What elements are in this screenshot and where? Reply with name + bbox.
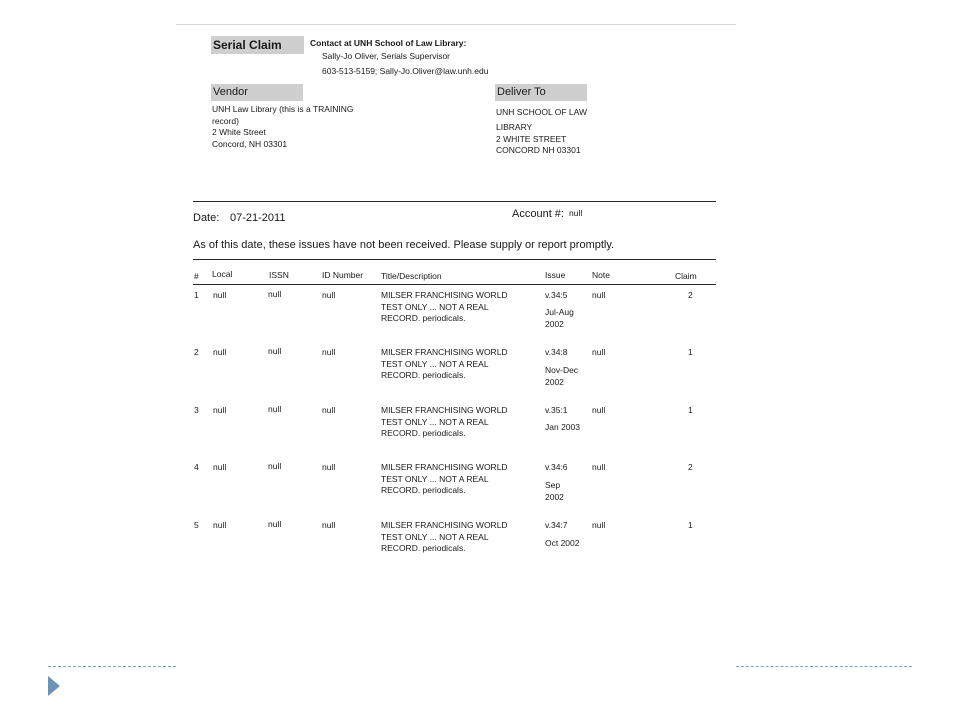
table-header-rule xyxy=(193,284,716,285)
deliver-to-line-1: UNH SCHOOL OF LAW xyxy=(496,107,587,117)
table-cell-issue-date: Sep 2002 xyxy=(545,480,564,502)
table-cell-issue: v.34:5 xyxy=(545,290,568,300)
table-cell-issue-date: Nov-Dec 2002 xyxy=(545,365,579,387)
table-cell-issue-date: Oct 2002 xyxy=(545,538,580,548)
col-header-claim: Claim xyxy=(675,271,697,281)
col-header-id: ID Number xyxy=(322,270,364,280)
col-header-number: # xyxy=(194,271,199,281)
table-cell-issue-date: Jan 2003 xyxy=(545,422,580,432)
vendor-line-1: UNH Law Library (this is a TRAINING xyxy=(212,104,354,114)
table-cell-issn: null xyxy=(268,519,282,529)
table-cell-claim: 2 xyxy=(688,290,693,300)
table-cell-claim: 1 xyxy=(688,347,693,357)
col-header-title: Title/Description xyxy=(381,271,442,281)
contact-phone-email: 603-513-5159; Sally-Jo.Oliver@law.unh.edu xyxy=(322,66,489,76)
table-cell-local: null xyxy=(213,405,227,415)
col-header-issn: ISSN xyxy=(269,270,289,280)
table-cell-title: MILSER FRANCHISING WORLD TEST ONLY ... NOT A REAL RECORD. periodicals. xyxy=(381,290,508,324)
table-cell-id: null xyxy=(322,520,336,530)
col-header-local: Local xyxy=(212,269,233,279)
table-cell-id: null xyxy=(322,405,336,415)
table-cell-claim: 1 xyxy=(688,520,693,530)
vendor-line-3: 2 White Street xyxy=(212,127,266,137)
table-cell-note: null xyxy=(592,462,606,472)
date-label: Date: xyxy=(193,212,220,224)
table-cell-note: null xyxy=(592,290,606,300)
table-cell-local: null xyxy=(213,462,227,472)
account-label: Account #: xyxy=(512,208,564,220)
table-cell-title: MILSER FRANCHISING WORLD TEST ONLY ... NOT A REAL RECORD. periodicals. xyxy=(381,347,508,381)
table-cell-number: 4 xyxy=(194,462,199,472)
contact-heading: Contact at UNH School of Law Library: xyxy=(310,38,467,48)
table-cell-issue: v.34:6 xyxy=(545,462,568,472)
table-cell-title: MILSER FRANCHISING WORLD TEST ONLY ... NOT A REAL RECORD. periodicals. xyxy=(381,462,508,496)
deliver-to-line-3: 2 WHITE STREET xyxy=(496,134,567,144)
table-cell-local: null xyxy=(213,520,227,530)
table-cell-issue: v.34:7 xyxy=(545,520,568,530)
contact-name: Sally-Jo Oliver, Serials Supervisor xyxy=(322,51,451,61)
table-cell-claim: 2 xyxy=(688,462,693,472)
table-cell-issue: v.35:1 xyxy=(545,405,568,415)
account-value: null xyxy=(569,208,583,218)
table-cell-issn: null xyxy=(268,346,282,356)
divider xyxy=(193,201,716,202)
vendor-label: Vendor xyxy=(213,86,248,98)
table-cell-title: MILSER FRANCHISING WORLD TEST ONLY ... NOT A REAL RECORD. periodicals. xyxy=(381,405,508,439)
table-cell-number: 2 xyxy=(194,347,199,357)
page-title: Serial Claim xyxy=(213,38,282,52)
table-cell-id: null xyxy=(322,290,336,300)
deliver-to-label: Deliver To xyxy=(497,86,546,98)
col-header-issue: Issue xyxy=(545,270,566,280)
table-cell-number: 1 xyxy=(194,290,199,300)
date-value: 07-21-2011 xyxy=(230,212,286,224)
table-cell-issn: null xyxy=(268,461,282,471)
deliver-to-line-2: LIBRARY xyxy=(496,122,533,132)
table-cell-claim: 1 xyxy=(688,405,693,415)
notice-text: As of this date, these issues have not been received. Please supply or report promptly. xyxy=(193,239,615,251)
table-top-rule xyxy=(193,259,716,260)
document-top-edge xyxy=(176,24,736,25)
table-cell-local: null xyxy=(213,290,227,300)
triangle-right-icon[interactable] xyxy=(48,676,60,696)
table-cell-note: null xyxy=(592,405,606,415)
table-cell-note: null xyxy=(592,520,606,530)
vendor-line-4: Concord, NH 03301 xyxy=(212,139,288,149)
footer-dashed-line-right xyxy=(736,666,912,667)
deliver-to-line-4: CONCORD NH 03301 xyxy=(496,145,581,155)
table-cell-note: null xyxy=(592,347,606,357)
table-cell-number: 3 xyxy=(194,405,199,415)
table-cell-id: null xyxy=(322,347,336,357)
table-cell-number: 5 xyxy=(194,520,199,530)
footer-dashed-line-left xyxy=(48,666,176,667)
table-cell-title: MILSER FRANCHISING WORLD TEST ONLY ... NOT A REAL RECORD. periodicals. xyxy=(381,520,508,554)
table-cell-issue: v.34:8 xyxy=(545,347,568,357)
vendor-line-2: record) xyxy=(212,116,239,126)
table-cell-local: null xyxy=(213,347,227,357)
table-cell-issue-date: Jul-Aug 2002 xyxy=(545,307,574,329)
table-cell-issn: null xyxy=(268,289,282,299)
table-cell-id: null xyxy=(322,462,336,472)
col-header-note: Note xyxy=(592,270,610,280)
table-cell-issn: null xyxy=(268,404,282,414)
